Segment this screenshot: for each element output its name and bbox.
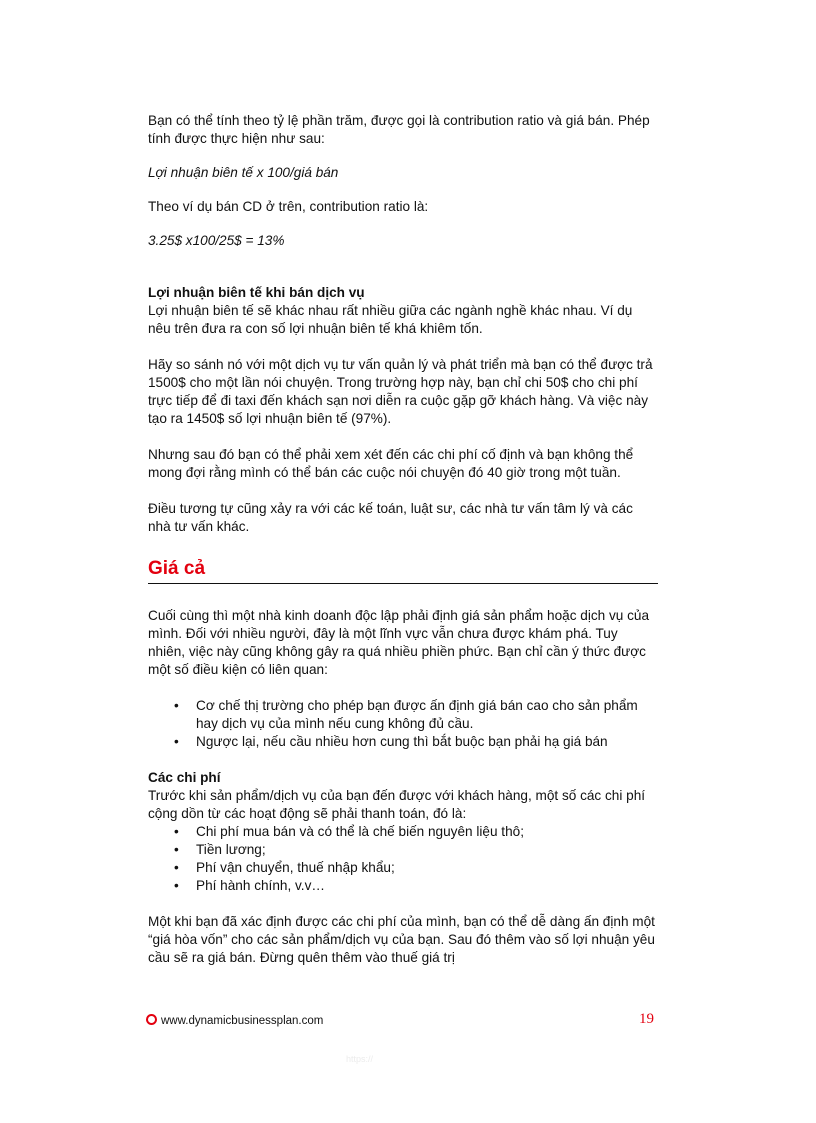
costs-heading: Các chi phí [148,770,221,785]
pricing-paragraph: Cuối cùng thì một nhà kinh doanh độc lập phải định giá sản phẩm hoặc dịch vụ của mình. Đối với nhiều người, đây là một lĩnh vực vẫn chưa được khám phá. Tuy nhiên, việc này cũng không gây ra quá nhiều phiền phức. Bạn chỉ cần ý thức được một số điều kiện có liên quan: [148,608,650,677]
costs-paragraph-2: Một khi bạn đã xác định được các chi phí của mình, bạn có thể dễ dàng ấn định một “giá hòa vốn” cho các sản phẩm/dịch vụ của bạn. Sau đó thêm vào số lợi nhuận yêu cầu sẽ ra giá bán. Đừng quên thêm vào thuế giá trị [148,914,655,965]
bullet-icon: • [174,878,179,893]
formula-text: Lợi nhuận biên tế x 100/giá bán [148,165,339,180]
intro-paragraph: Bạn có thể tính theo tỷ lệ phần trăm, được gọi là contribution ratio và giá bán. Phép tính được thực hiện như sau: [148,113,650,146]
list-item: • Ngược lại, nếu cầu nhiều hơn cung thì bắt buộc bạn phải hạ giá bán [174,734,608,749]
list-item: • Cơ chế thị trường cho phép bạn được ấn định giá bán cao cho sản phẩm hay dịch vụ của mình nếu cung không đủ cầu. [174,698,638,731]
page-number: 19 [639,1011,654,1027]
bullet-icon: • [174,824,179,839]
service-margin-paragraph-3: Nhưng sau đó bạn có thể phải xem xét đến các chi phí cố định và bạn không thể mong đợi rằng mình có thể bán các cuộc nói chuyện đó 40 giờ trong một tuần. [148,447,634,480]
bullet-icon: • [174,698,179,713]
watermark-text: https:// [346,1054,374,1064]
costs-bullet-list [148,823,658,895]
service-margin-paragraph-4: Điều tương tự cũng xảy ra với các kế toán, luật sư, các nhà tư vấn tâm lý và các nhà tư vấn khác. [148,501,633,534]
service-margin-paragraph-1: Lợi nhuận biên tế sẽ khác nhau rất nhiều giữa các ngành nghề khác nhau. Ví dụ nêu trên đưa ra con số lợi nhuận biên tế khá khiêm tốn. [148,303,633,336]
bullet-icon: • [174,860,179,875]
circle-bullet-icon [146,1014,157,1025]
example-intro: Theo ví dụ bán CD ở trên, contribution ratio là: [148,199,429,214]
pricing-section-title: Giá cả [148,558,658,584]
example-formula: 3.25$ x100/25$ = 13% [148,233,285,248]
list-item: • Chi phí mua bán và có thể là chế biến nguyên liệu thô; [174,824,524,839]
list-item: • Phí hành chính, v.v… [174,878,325,893]
bullet-icon: • [174,842,179,857]
service-margin-paragraph-2: Hãy so sánh nó với một dịch vụ tư vấn quản lý và phát triển mà bạn có thể được trả 1500$ cho một lần nói chuyện. Trong trường hợp này, bạn chỉ chi 50$ cho chi phí trực tiếp để đi taxi đến khách sạn nơi diễn ra cuộc gặp gỡ khách hàng. Và việc này tạo ra 1450$ số lợi nhuận biên tế (97%). [148,357,653,426]
document-page [148,112,658,967]
costs-paragraph-1: Trước khi sản phẩm/dịch vụ của bạn đến được với khách hàng, một số các chi phí cộng dồn từ các hoạt động sẽ phải thanh toán, đó là: [148,788,646,821]
page-footer [146,1011,656,1027]
pricing-bullet-list [148,697,658,751]
list-item: • Phí vận chuyển, thuế nhập khẩu; [174,860,395,875]
list-item: • Tiền lương; [174,842,266,857]
service-margin-heading: Lợi nhuận biên tế khi bán dịch vụ [148,285,365,300]
footer-url[interactable]: www.dynamicbusinessplan.com [161,1015,324,1027]
bullet-icon: • [174,734,179,749]
